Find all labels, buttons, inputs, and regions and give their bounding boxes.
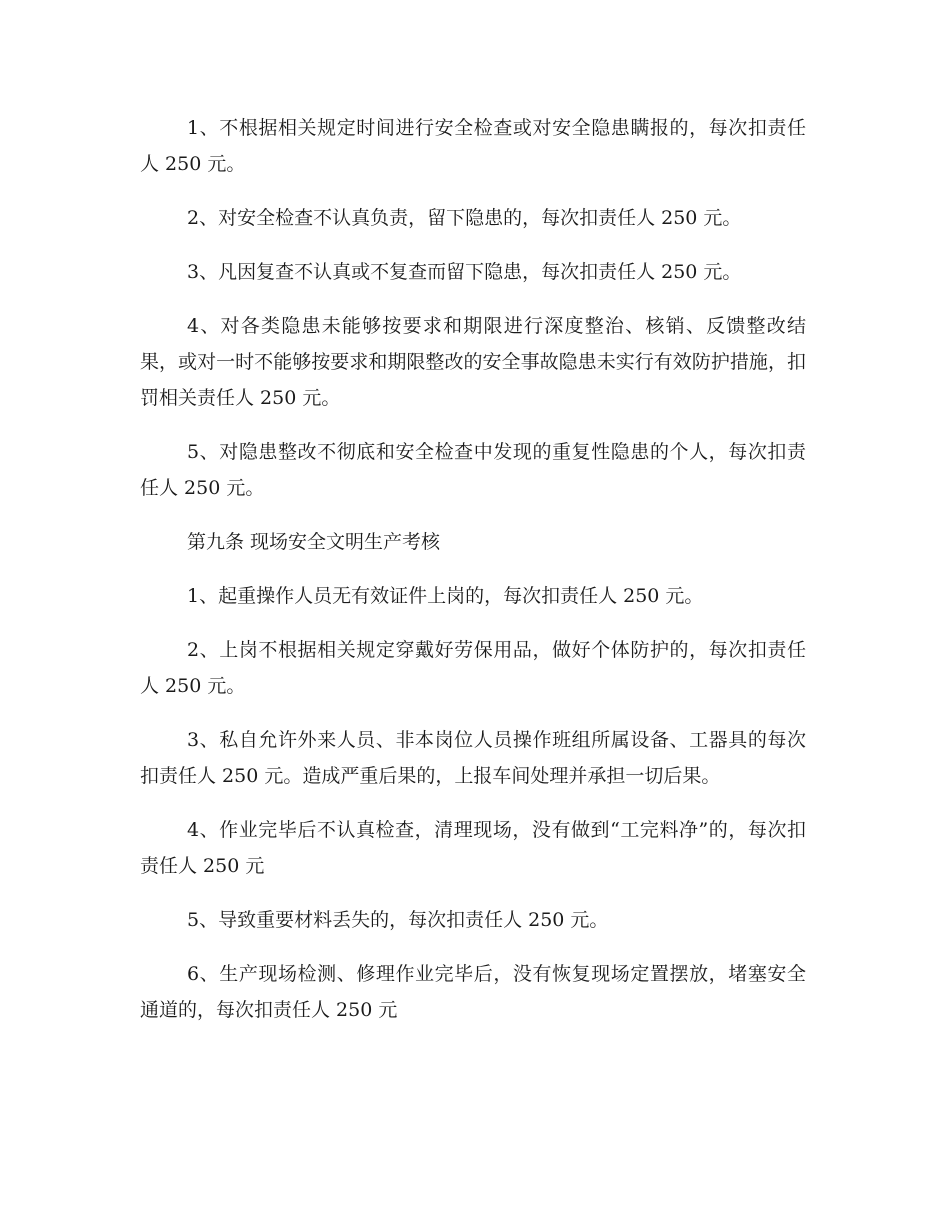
section-paragraph-item-3: 3、私自允许外来人员、非本岗位人员操作班组所属设备、工器具的每次扣责任人 250 元。造成严重后果的，上报车间处理并承担一切后果。 [140,729,806,787]
paragraph-item-1: 1、不根据相关规定时间进行安全检查或对安全隐患瞒报的，每次扣责任人 250 元。 [140,117,806,175]
section-paragraph-item-4: 4、作业完毕后不认真检查，清理现场，没有做到“工完料净”的，每次扣责任人 250 元 [140,819,806,877]
section-paragraph-item-6: 6、生产现场检测、修理作业完毕后，没有恢复现场定置摆放，堵塞安全通道的，每次扣责任人 250 元 [140,963,806,1021]
section-paragraph-item-5: 5、导致重要材料丢失的，每次扣责任人 250 元。 [187,909,609,931]
paragraph-item-2: 2、对安全检查不认真负责，留下隐患的，每次扣责任人 250 元。 [187,207,742,229]
section-paragraph-item-1: 1、起重操作人员无有效证件上岗的，每次扣责任人 250 元。 [187,585,704,607]
section-paragraph-item-2: 2、上岗不根据相关规定穿戴好劳保用品，做好个体防护的，每次扣责任人 250 元。 [140,639,806,697]
section-heading: 第九条 现场安全文明生产考核 [187,531,441,553]
paragraph-item-4: 4、对各类隐患未能够按要求和期限进行深度整治、核销、反馈整改结果，或对一时不能够按要求和期限整改的安全事故隐患未实行有效防护措施，扣罚相关责任人 250 元。 [140,315,806,409]
document-body [140,110,806,1046]
paragraph-item-3: 3、凡因复查不认真或不复查而留下隐患，每次扣责任人 250 元。 [187,261,742,283]
paragraph-item-5: 5、对隐患整改不彻底和安全检查中发现的重复性隐患的个人，每次扣责任人 250 元。 [140,441,806,499]
